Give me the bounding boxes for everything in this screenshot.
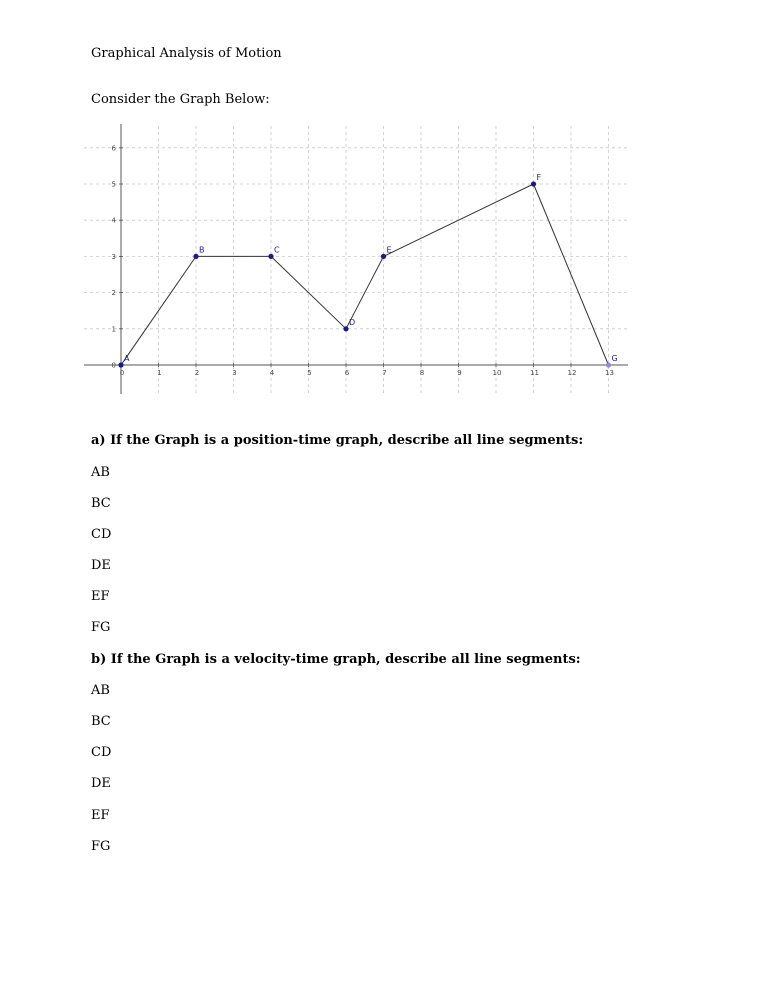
x-tick-label-4: 4 — [269, 369, 275, 377]
question-a: a) If the Graph is a position-time graph, describe all line segments: — [91, 433, 584, 448]
segment-a-ab: AB — [91, 465, 110, 480]
point-G — [606, 362, 611, 367]
point-label-D: D — [349, 317, 356, 327]
segment-b-de: DE — [91, 776, 111, 791]
segment-a-bc: BC — [91, 496, 111, 511]
y-tick-label-5: 5 — [111, 180, 116, 189]
point-A — [118, 362, 123, 367]
segment-b-ab: AB — [91, 683, 110, 698]
segment-b-bc: BC — [91, 714, 111, 729]
y-tick-label-1: 1 — [111, 325, 116, 334]
y-tick-label-3: 3 — [111, 252, 116, 261]
x-tick-label-5: 5 — [307, 369, 312, 377]
x-tick-label-11: 11 — [530, 369, 539, 377]
segment-a-ef: EF — [91, 589, 110, 604]
point-label-E: E — [386, 245, 392, 255]
point-label-F: F — [536, 173, 542, 182]
segment-a-cd: CD — [91, 527, 112, 542]
x-tick-label-6: 6 — [344, 369, 350, 377]
x-tick-label-10: 10 — [492, 369, 502, 377]
point-F — [531, 181, 536, 186]
question-b: b) If the Graph is a velocity-time graph, describe all line segments: — [91, 652, 581, 667]
motion-graph — [80, 118, 640, 400]
x-tick-label-13: 13 — [605, 369, 614, 377]
point-label-A: A — [124, 354, 130, 363]
segment-b-fg: FG — [91, 839, 111, 854]
point-D — [343, 326, 348, 331]
y-tick-label-0: 0 — [111, 361, 116, 370]
segment-a-fg: FG — [91, 620, 111, 635]
segment-b-ef: EF — [91, 808, 110, 823]
x-tick-label-2: 2 — [194, 369, 200, 377]
x-tick-label-7: 7 — [382, 369, 387, 377]
x-tick-label-9: 9 — [457, 369, 462, 377]
intro-text: Consider the Graph Below: — [91, 92, 270, 107]
x-tick-label-12: 12 — [567, 369, 577, 377]
point-label-G: G — [611, 354, 618, 363]
point-B — [193, 254, 198, 259]
x-tick-label-1: 1 — [157, 369, 162, 377]
x-tick-label-8: 8 — [419, 369, 425, 377]
x-tick-label-0: 0 — [119, 369, 125, 377]
point-label-B: B — [199, 245, 205, 255]
x-tick-label-3: 3 — [232, 369, 237, 377]
segment-b-cd: CD — [91, 745, 112, 760]
point-C — [268, 254, 273, 259]
y-tick-label-6: 6 — [111, 144, 116, 153]
point-label-C: C — [274, 245, 280, 255]
document-title: Graphical Analysis of Motion — [91, 46, 282, 61]
y-tick-label-2: 2 — [111, 289, 116, 298]
point-E — [381, 254, 386, 259]
segment-a-de: DE — [91, 558, 111, 573]
y-tick-label-4: 4 — [111, 216, 116, 225]
